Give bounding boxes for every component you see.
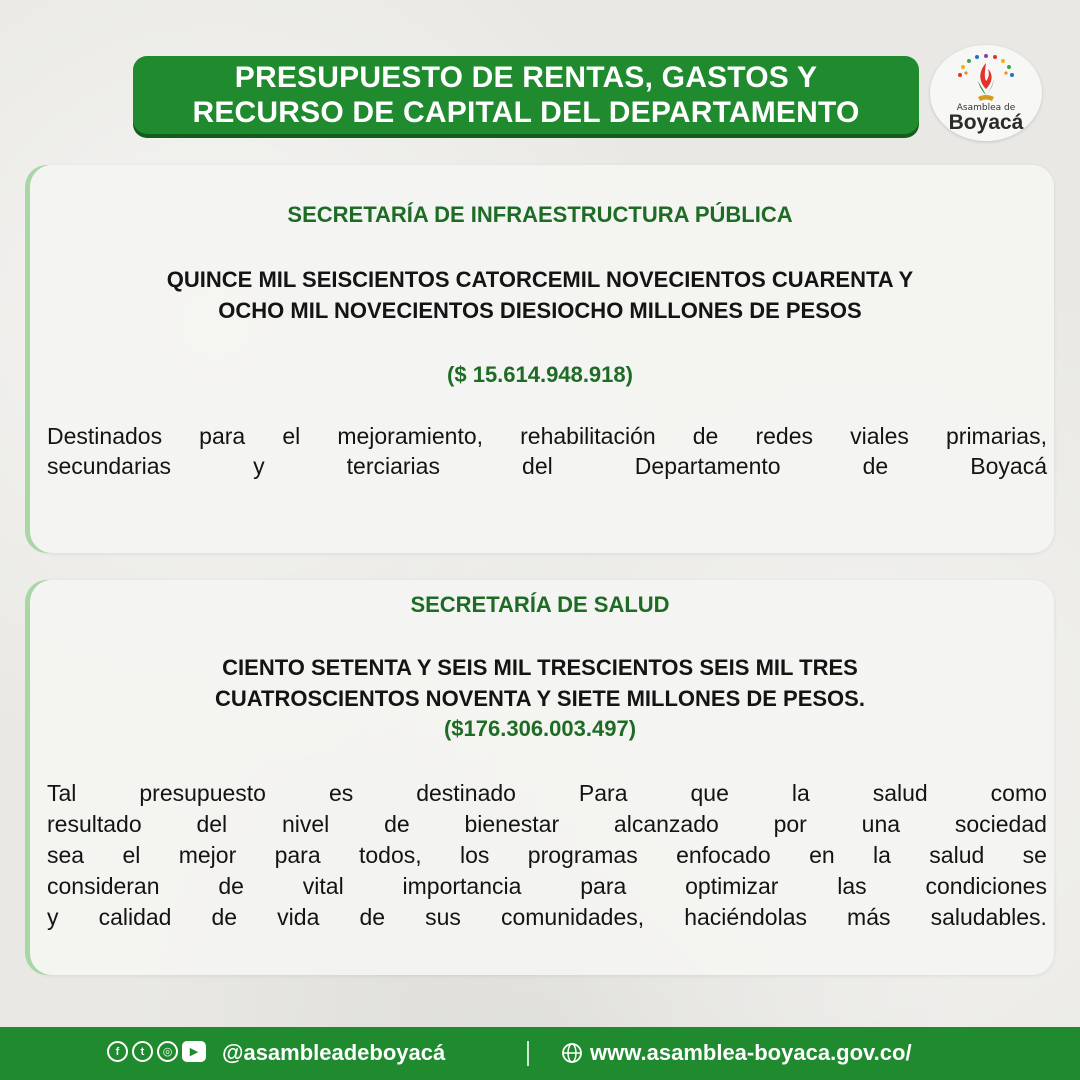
description-word: de [218,873,244,899]
description-word: los [460,842,490,868]
website-link[interactable]: www.asamblea-boyaca.gov.co/ [590,1040,912,1065]
section-title-salud: SECRETARÍA DE SALUD [410,592,670,617]
description-word: importancia [402,873,522,899]
description-line [47,842,1047,872]
description-word: de [384,811,410,837]
description-word: haciéndolas [684,904,807,930]
twitter-icon[interactable]: t [132,1041,153,1062]
amount-number-salud: ($176.306.003.497) [443,716,637,741]
description-word: la [873,842,891,868]
description-word: calidad [98,904,172,930]
description-word: las [837,873,867,899]
description-word: mejor [178,842,237,868]
amount-words-line: CIENTO SETENTA Y SEIS MIL TRESCIENTOS SEIS MIL TRES [222,655,858,680]
amount-words-line: QUINCE MIL SEISCIENTOS CATORCEMIL NOVECIENTOS CUARENTA Y [166,267,914,292]
description-word: de [359,904,386,930]
description-word: sus [425,904,461,930]
amount-words-line: OCHO MIL NOVECIENTOS DIESIOCHO MILLONES DE PESOS [218,298,862,323]
logo-title: Boyacá [948,111,1024,134]
description-word: presupuesto [139,780,266,806]
description-line [47,423,1047,453]
description-word: es [328,780,354,806]
description-word: sociedad [954,811,1047,837]
social-handle[interactable]: @asambleadeboyacá [222,1040,446,1065]
description-word: alcanzado [613,811,719,837]
description-word: primarias, [946,423,1047,449]
description-word: Boyacá [970,453,1047,479]
section-title-infraestructura: SECRETARÍA DE INFRAESTRUCTURA PÚBLICA [287,202,793,227]
description-word: el [282,423,301,449]
description-word: en [809,842,835,868]
description-word: comunidades, [500,904,645,930]
description-word: optimizar [685,873,779,899]
description-word: consideran [47,873,160,899]
description-word: terciarias [346,453,440,479]
description-word: para [274,842,321,868]
description-word: secundarias [47,453,172,479]
amount-words-salud [60,652,1020,714]
footer-bar [0,1027,1080,1080]
description-word: por [773,811,807,837]
description-word: para [199,423,246,449]
description-word: vital [302,873,344,899]
description-word: Destinados [47,423,163,449]
description-word: de [211,904,238,930]
description-line [47,811,1047,841]
description-line [47,453,1047,483]
instagram-icon[interactable]: ◎ [157,1041,178,1062]
description-word: viales [850,423,909,449]
description-word: del [196,811,228,837]
description-word: de [692,423,719,449]
description-word: se [1022,842,1047,868]
description-word: salud [929,842,985,868]
description-word: mejoramiento, [337,423,484,449]
globe-icon [561,1042,583,1064]
description-word: nivel [281,811,330,837]
asamblea-boyaca-logo [930,45,1042,141]
description-word: todos, [359,842,422,868]
description-word: Departamento [634,453,781,479]
description-line [47,904,1047,934]
header-banner [133,56,919,134]
description-word: salud [872,780,928,806]
header-title-line1: PRESUPUESTO DE RENTAS, GASTOS Y [234,61,818,94]
description-word: destinado [416,780,516,806]
description-word: como [990,780,1047,806]
description-word: el [122,842,141,868]
description-word: de [862,453,889,479]
description-word: del [522,453,553,479]
description-word: rehabilitación [520,423,656,449]
description-word: Tal [47,780,77,806]
description-word: bienestar [464,811,560,837]
description-word: resultado [47,811,142,837]
amount-number-infraestructura: ($ 15.614.948.918) [447,362,633,387]
amount-words-infraestructura [60,264,1020,326]
description-word: más [847,904,891,930]
description-word: saludables. [930,904,1047,930]
description-word: vida [277,904,320,930]
description-word: redes [755,423,813,449]
youtube-icon[interactable]: ▶ [182,1041,206,1062]
description-word: condiciones [925,873,1047,899]
description-word: sea [47,842,85,868]
description-line [47,873,1047,903]
footer-divider [527,1041,529,1066]
description-word: y [47,904,59,930]
social-icons [107,1041,206,1062]
description-word: para [580,873,627,899]
description-word: programas [527,842,638,868]
facebook-icon[interactable]: f [107,1041,128,1062]
amount-words-line: CUATROSCIENTOS NOVENTA Y SIETE MILLONES DE PESOS. [215,686,865,711]
logo-small-text: Asamblea de [956,103,1016,113]
description-word: la [791,780,810,806]
description-word: y [253,453,265,479]
description-word: enfocado [676,842,771,868]
header-title-line2: RECURSO DE CAPITAL DEL DEPARTAMENTO [192,96,860,129]
description-word: una [861,811,901,837]
description-line [47,780,1047,810]
description-word: Para [578,780,628,806]
description-word: que [690,780,729,806]
